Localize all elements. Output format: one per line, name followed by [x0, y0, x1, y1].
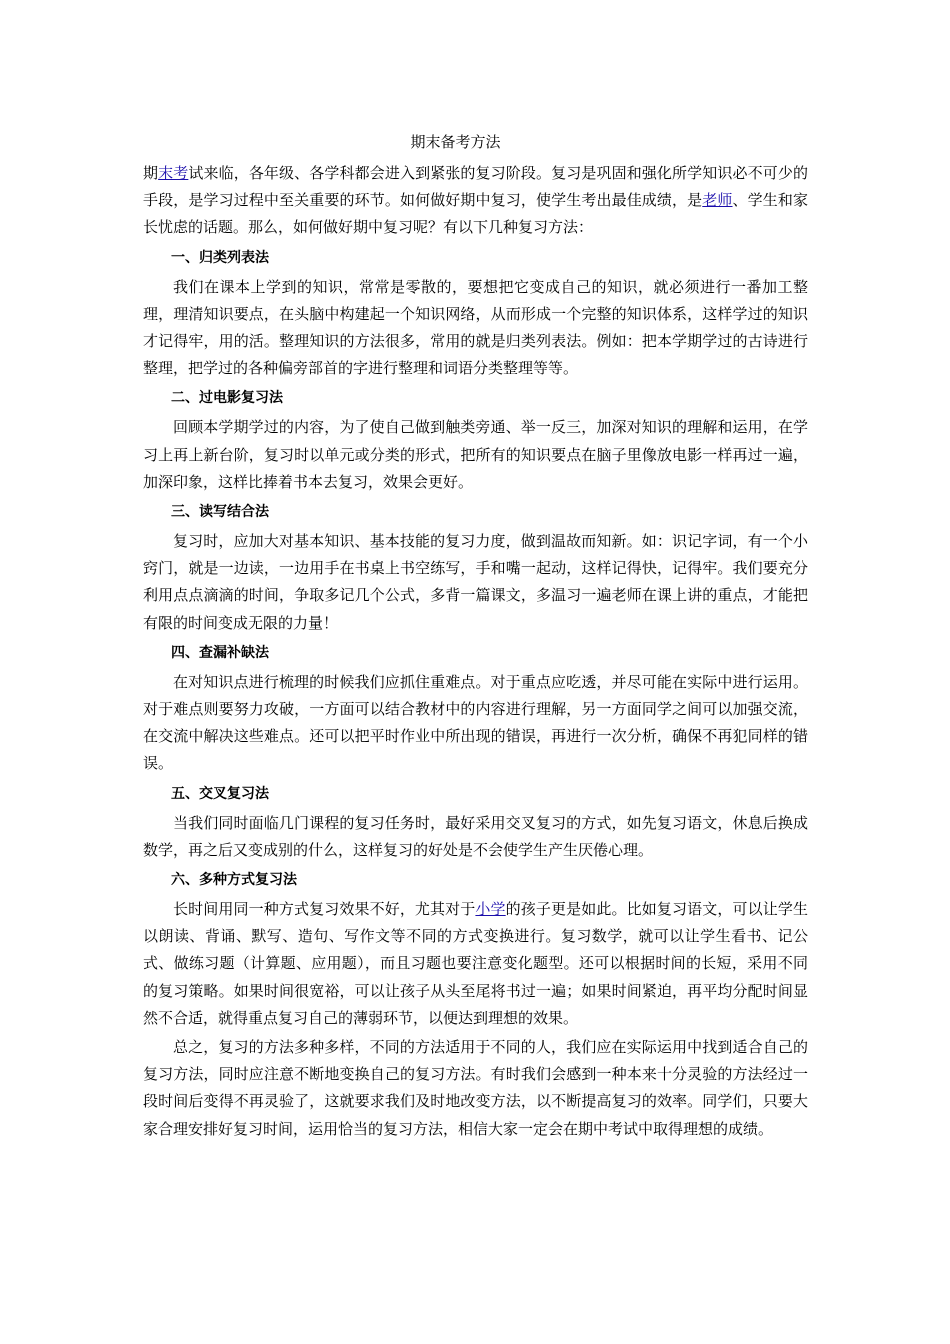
intro-text-middle: 试来临，各年级、各学科都会进入到紧张的复习阶段。复习是巩固和强化所学知识必不可少的手段，是学习过程中至关重要的环节。如何做好期中复习，使学生考出最佳成绩，是: [143, 164, 808, 210]
section-heading: 三、读写结合法: [171, 504, 269, 521]
intro-paragraph: [143, 160, 808, 242]
section-body: 在对知识点进行梳理的时候我们应抓住重难点。对于重点应吃透，并尽可能在实际中进行运用。对于难点则要努力攻破，一方面可以结合教材中的内容进行理解，另一方面同学之间可以加强交流，在交流中解决这些难点。还可以把平时作业中所出现的错误，再进行一次分析，确保不再犯同样的错误。: [143, 672, 808, 773]
section-2: [143, 384, 808, 496]
document-title: 期末备考方法: [410, 133, 501, 151]
section-body: 我们在课本上学到的知识，常常是零散的，要想把它变成自己的知识，就必须进行一番加工整理，理清知识要点，在头脑中构建起一个知识网络，从而形成一个完整的知识体系，这样学过的知识才记得牢，用的活。整理知识的方法很多，常用的就是归类列表法。例如：把本学期学过的古诗进行整理，把学过的各种偏旁部首的字进行整理和词语分类整理等等。: [143, 277, 808, 378]
conclusion-paragraph: 总之，复习的方法多种多样，不同的方法适用于不同的人，我们应在实际运用中找到适合自己的复习方法，同时应注意不断地变换自己的复习方法。有时我们会感到一种本来十分灵验的方法经过一段时间后变得不再灵验了，这就要求我们及时地改变方法，以不断提高复习的效率。同学们，只要大家合理安排好复习时间，运用恰当的复习方法，相信大家一定会在期中考试中取得理想的成绩。: [143, 1038, 808, 1138]
section-body: 回顾本学期学过的内容，为了使自己做到触类旁通、举一反三，加深对知识的理解和运用，在学习上再上新台阶，复习时以单元或分类的形式，把所有的知识要点在脑子里像放电影一样再过一遍，加深印象，这样比捧着书本去复习，效果会更好。: [143, 418, 808, 491]
section-body: [143, 896, 808, 1032]
section-5: [143, 780, 808, 864]
section-heading: 一、归类列表法: [171, 249, 269, 266]
section-1: [143, 244, 808, 383]
section-body: 复习时，应加大对基本知识、基本技能的复习力度，做到温故而知新。如：识记字词，有一个小窍门，就是一边读，一边用手在书桌上书空练写，手和嘴一起动，这样记得快，记得牢。我们要充分利用点点滴滴的时间，争取多记几个公式，多背一篇课文，多温习一遍老师在课上讲的重点，才能把有限的时间变成无限的力量！: [143, 532, 808, 632]
link-primary-school[interactable]: 小学: [475, 900, 506, 919]
section-heading: 六、多种方式复习法: [171, 872, 297, 889]
section-heading: 五、交叉复习法: [171, 785, 269, 802]
section-6: [143, 866, 808, 1032]
section-4: [143, 639, 808, 778]
section6-text-start: 长时间用同一种方式复习效果不好，尤其对于: [173, 900, 476, 919]
intro-text-end: 、学生和家长忧虑的话题。那么，如何做好期中复习呢？有以下几种复习方法：: [143, 191, 808, 237]
link-teacher[interactable]: 老师: [702, 191, 733, 210]
section-body: 当我们同时面临几门课程的复习任务时，最好采用交叉复习的方式，如先复习语文，休息后换成数学，再之后又变成别的什么，这样复习的好处是不会使学生产生厌倦心理。: [143, 813, 808, 859]
section-3: [143, 498, 808, 637]
section-heading: 二、过电影复习法: [171, 390, 283, 407]
document-page: [143, 130, 808, 1145]
link-exam[interactable]: 末考: [158, 164, 189, 182]
section6-text-end: 的孩子更是如此。比如复习语文，可以让学生以朗读、背诵、默写、造句、写作文等不同的方式变换进行。复习数学，就可以让学生看书、记公式、做练习题（计算题、应用题），而且习题也要注意变化题型。还可以根据时间的长短，采用不同的复习策略。如果时间很宽裕，可以让孩子从头至尾将书过一遍；如果时间紧迫，再平均分配时间显然不合适，就得重点复习自己的薄弱环节，以便达到理想的效果。: [143, 900, 808, 1027]
intro-text-start: 期: [143, 164, 159, 182]
section-heading: 四、查漏补缺法: [171, 644, 269, 661]
